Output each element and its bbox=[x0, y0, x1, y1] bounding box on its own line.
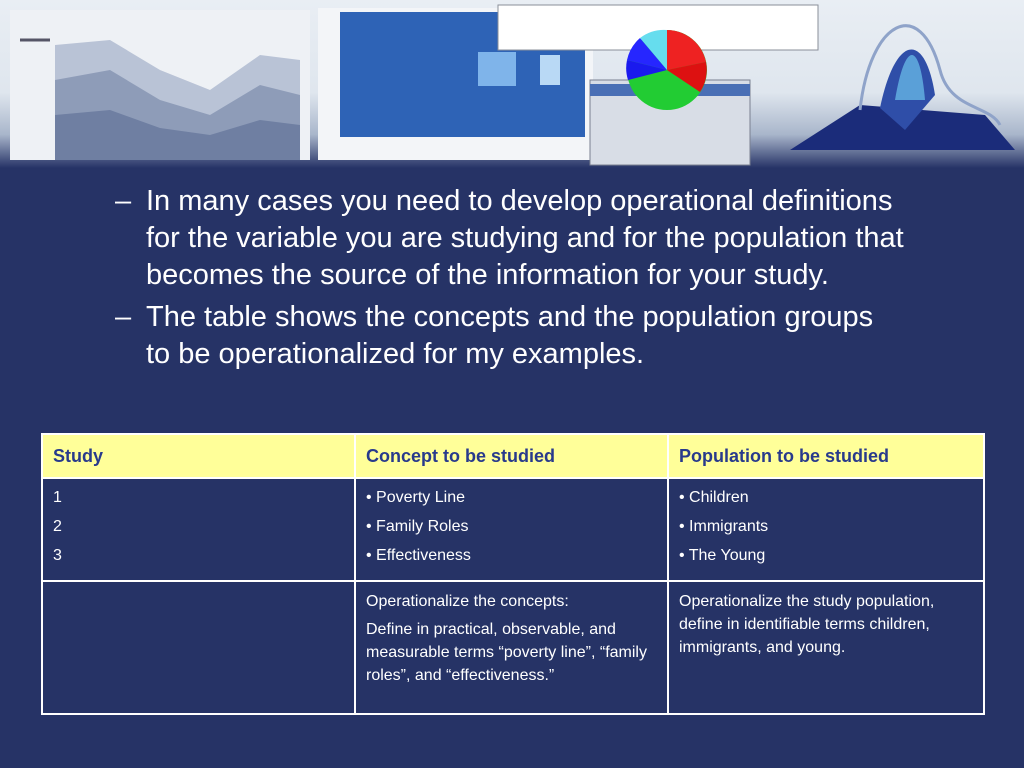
bullet-text: The table shows the concepts and the population groups to be operationalized for my examples. bbox=[146, 301, 874, 370]
concept-item: • Family Roles bbox=[366, 518, 469, 535]
table-header-row bbox=[42, 434, 984, 478]
operationalization-table bbox=[41, 433, 985, 715]
concept-detail: Define in practical, observable, and measurable terms “poverty line”, “family roles”, and “effectiveness.” bbox=[366, 621, 647, 684]
population-definition-cell bbox=[668, 581, 984, 714]
bullet-item bbox=[115, 183, 905, 294]
bullet-dash: – bbox=[115, 301, 132, 333]
decorative-chart-banner bbox=[0, 0, 1024, 168]
bullet-text: In many cases you need to develop operational definitions for the variable you are studying and for the population that becomes the source of the information for your study. bbox=[146, 185, 904, 291]
header-concept: Concept to be studied bbox=[355, 434, 668, 478]
study-number: 1 bbox=[53, 489, 62, 506]
population-definition: Operationalize the study population, define in identifiable terms children, immigrants, and young. bbox=[679, 593, 935, 656]
study-cell-empty bbox=[42, 581, 355, 714]
study-cell bbox=[42, 478, 355, 581]
concept-definition-cell bbox=[355, 581, 668, 714]
population-item: • The Young bbox=[679, 547, 766, 564]
banner-graphics bbox=[0, 0, 1024, 168]
header-study: Study bbox=[42, 434, 355, 478]
concept-cell bbox=[355, 478, 668, 581]
bullet-item bbox=[115, 299, 905, 373]
concept-item: • Effectiveness bbox=[366, 547, 471, 564]
bullet-dash: – bbox=[115, 185, 132, 217]
bullet-list bbox=[115, 183, 905, 378]
population-cell bbox=[668, 478, 984, 581]
table-row bbox=[42, 581, 984, 714]
table-row bbox=[42, 478, 984, 581]
header-population: Population to be studied bbox=[668, 434, 984, 478]
study-number: 2 bbox=[53, 518, 62, 535]
concept-intro: Operationalize the concepts: bbox=[366, 593, 569, 610]
study-number: 3 bbox=[53, 547, 62, 564]
population-item: • Children bbox=[679, 489, 749, 506]
population-item: • Immigrants bbox=[679, 518, 769, 535]
concept-item: • Poverty Line bbox=[366, 489, 465, 506]
